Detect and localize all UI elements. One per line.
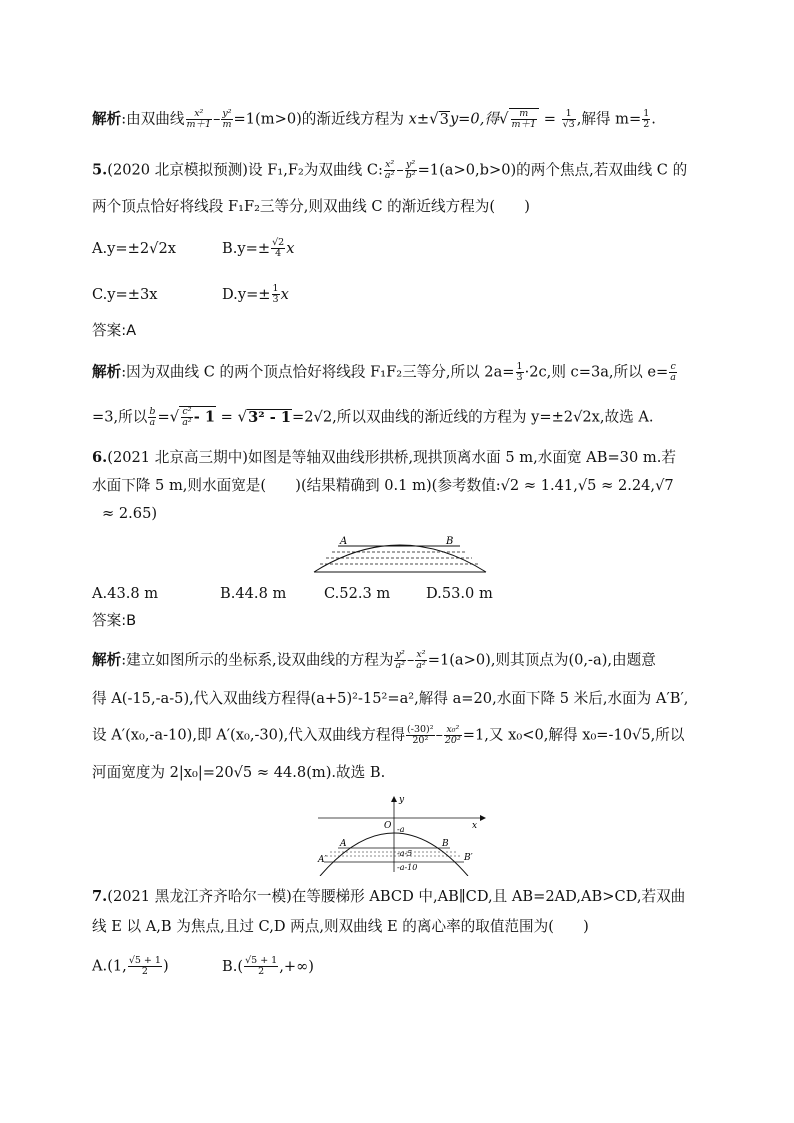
q5-stem-line1: 5.(2020 北京模拟预测)设 F₁,F₂为双曲线 C: $\frac{\text{x²}}{\text{a²}}$ – $\frac{\text{y²}}{\text{b²}}$ =1(a>0,b>0)的两个焦点,若双曲线 C 的 [92, 159, 688, 181]
numerator: x₀² [444, 725, 462, 736]
fraction [186, 109, 213, 130]
radicand [179, 406, 216, 428]
fraction [444, 725, 462, 746]
text: = [216, 408, 238, 426]
numerator: 1 [516, 361, 523, 372]
option-a-prefix: A. [92, 957, 108, 975]
point-a-label: A [340, 536, 348, 547]
question-source: (2021 北京高三期中) [107, 449, 248, 466]
q6-explanation-line2: 得 A(-15,-a-5),代入双曲线方程得(a+5)²-15²=a²,解得 a=20,水面下降 5 米后,水面为 A′B′, [92, 690, 689, 707]
q5-options-row1 [92, 238, 702, 259]
option-d [222, 283, 289, 305]
fraction [669, 362, 677, 383]
q5-options-row2 [92, 284, 702, 305]
q6-answer: 答案:B [92, 612, 137, 629]
numerator: √5 + 1 [245, 955, 278, 966]
paren-close: ) [162, 957, 169, 975]
fraction [405, 160, 417, 181]
denominator: 4 [275, 248, 282, 259]
q4-explanation: 解析:由双曲线 $\frac{\text{x²}}{m+1}$ – $\frac{\text{y²}}{m}$ =1(m>0)的渐近线方程为 x±√3y=0,得√ $\frac{m}{m+1}$ = $\frac{1}{√3}$ ,解得 m= $\frac{1}{2}$ . [92, 108, 656, 130]
denominator: a² [384, 170, 395, 181]
fraction [406, 725, 435, 746]
numerator: b [149, 406, 156, 417]
q7-options [92, 956, 702, 977]
explanation-label: 解析 [92, 110, 122, 128]
text: =1(m>0)的渐近线方程为 [233, 110, 404, 128]
denominator: a [670, 372, 676, 383]
q6-stem-line3: ≈ 2.65) [102, 505, 158, 522]
numerator: m [511, 109, 538, 120]
radicand: 3² - 1 [248, 408, 292, 426]
q6-explanation-line1: 解析:建立如图所示的坐标系,设双曲线的方程为 $\frac{\text{y²}}{\text{a²}}$ – $\frac{\text{x²}}{\text{a²}}$ =1(a>0),则其顶点为(0,-a),由题意 [92, 649, 656, 671]
q7-stem-line2: 线 E 以 A,B 为焦点,且过 C,D 两点,则双曲线 E 的离心率的取值范围为( ) [92, 918, 589, 935]
fraction [148, 407, 156, 428]
fraction [394, 650, 405, 671]
numerator: 1 [272, 283, 279, 294]
q6-stem-line2: 水面下降 5 m,则水面宽是( )(结果精确到 0.1 m)(参考数值:√2 ≈ 1.41,√5 ≈ 2.24,√7 [92, 477, 674, 494]
numerator: c [670, 361, 676, 372]
denominator: 2 [258, 966, 265, 977]
denominator: a² [416, 660, 426, 671]
paren-close: ,+∞) [279, 957, 314, 975]
point-a-prime-label: A′ [318, 855, 327, 865]
denominator: 20² [444, 735, 461, 746]
question-source: (2021 黑龙江齐齐哈尔一模) [107, 888, 292, 905]
radicand-fraction [509, 108, 540, 130]
question-number: 6. [92, 449, 108, 466]
option-b-prefix: B. [222, 957, 238, 975]
text: =3,所以 [92, 408, 148, 426]
text: . [651, 110, 656, 128]
option-b: B.44.8 m [220, 585, 287, 602]
coordinate-figure [310, 792, 490, 876]
text: ·2c,则 c=3a,所以 e= [524, 363, 669, 381]
denominator: 2 [643, 119, 650, 130]
option-a [92, 956, 222, 977]
question-source: (2020 北京模拟预测) [107, 161, 248, 179]
fraction [181, 407, 192, 428]
q6-stem-line1 [92, 448, 702, 468]
text: =1,又 x₀<0,解得 x₀=-10√5,所以 [462, 726, 685, 744]
option-d-suffix: x [280, 285, 289, 303]
paren-open: (1, [107, 957, 127, 975]
text: 如图是等轴双曲线形拱桥,现拱顶离水面 5 m,水面宽 AB=30 m.若 [247, 449, 676, 466]
denominator: a [149, 417, 156, 428]
fraction [271, 238, 285, 259]
option-a: A.43.8 m [92, 585, 159, 602]
text: :由双曲线 [121, 110, 185, 128]
option-c: C.52.3 m [324, 585, 391, 602]
x-axis-label: x [472, 821, 478, 831]
text: =2√2,所以双曲线的渐近线的方程为 y=±2√2x,故选 A. [292, 408, 654, 426]
denominator: a² [182, 417, 192, 428]
numerator: y² [222, 108, 232, 119]
denominator: a² [395, 660, 405, 671]
numerator: √5 + 1 [128, 955, 161, 966]
fraction [272, 284, 280, 305]
numerator: x² [416, 649, 426, 660]
numerator: y² [406, 159, 416, 170]
numerator: 1 [643, 108, 650, 119]
numerator: y² [395, 649, 405, 660]
text: =1(a>0,b>0)的两个焦点,若双曲线 C 的 [417, 161, 688, 179]
option-a: A.y=±2√2x [92, 239, 176, 257]
text: y=0,得 [449, 110, 499, 128]
fraction [511, 109, 538, 130]
point-b-prime-label: B′ [464, 853, 473, 863]
text: 设 A′(x₀,-a-10),即 A′(x₀,-30),代入双曲线方程得 [92, 726, 406, 744]
text: 在等腰梯形 ABCD 中,AB∥CD,且 AB=2AD,AB>CD,若双曲 [291, 888, 686, 905]
numerator: c² [182, 406, 192, 417]
denominator: b² [405, 170, 416, 181]
option-b-suffix: x [286, 239, 295, 257]
fraction [516, 362, 524, 383]
denominator: 2 [141, 966, 148, 977]
fraction [384, 160, 395, 181]
numerator: (-30)² [407, 724, 434, 735]
q5-explanation-line1 [92, 362, 702, 383]
numerator: x² [186, 109, 213, 120]
denominator: 3 [516, 372, 523, 383]
point-b-label: B [446, 536, 454, 547]
origin-label: O [384, 821, 392, 831]
numerator: x² [385, 159, 395, 170]
q6-explanation-line3: 设 A′(x₀,-a-10),即 A′(x₀,-30),代入双曲线方程得 $\frac{\text{(-30)²}}{\text{20²}}$ – $\frac{\text{x₀²}}{\text{20²}}$ =1,又 x₀<0,解得 x₀=-10√5,所以 [92, 724, 685, 746]
q5-answer: 答案:A [92, 322, 137, 339]
point-b-label: B [442, 839, 449, 849]
text: = [157, 408, 170, 426]
text: :因为双曲线 C 的两个顶点恰好将线段 F₁F₂三等分,所以 2a= [121, 363, 515, 381]
denominator: m [222, 119, 232, 130]
numerator: 1 [562, 109, 576, 120]
fraction [128, 956, 162, 977]
explanation-label: 解析 [92, 651, 122, 669]
level-a10-label: -a-10 [397, 863, 418, 872]
fraction [221, 109, 232, 130]
fraction [642, 109, 650, 130]
option-d-prefix: D.y=± [222, 285, 271, 303]
option-c: C.y=±3x [92, 285, 158, 303]
question-number: 5. [92, 161, 108, 179]
q5-stem-line2: 两个顶点恰好将线段 F₁F₂三等分,则双曲线 C 的渐近线方程为( ) [92, 198, 530, 215]
arch-bridge-figure [310, 528, 490, 578]
denominator: √3 [562, 119, 575, 130]
option-b [222, 237, 295, 259]
fraction [415, 650, 426, 671]
text: 设 F₁,F₂为双曲线 C: [247, 161, 383, 179]
vertex-label: -a [397, 825, 405, 834]
denominator: m＋1 [186, 119, 212, 130]
paren-open: ( [237, 957, 244, 975]
point-a-label: A [340, 839, 347, 849]
q6-options [92, 584, 702, 604]
radicand: 3 [439, 110, 449, 128]
denominator: 3 [272, 294, 279, 305]
q7-stem-line1 [92, 887, 702, 907]
text: x± [408, 110, 430, 128]
text: = [543, 110, 556, 128]
option-d: D.53.0 m [426, 585, 493, 602]
text: - 1 [193, 408, 216, 426]
y-axis-label: y [399, 795, 405, 805]
text: :建立如图所示的坐标系,设双曲线的方程为 [121, 651, 394, 669]
text: =1(a>0),则其顶点为(0,-a),由题意 [427, 651, 656, 669]
option-b-prefix: B.y=± [222, 239, 271, 257]
option-b [222, 955, 314, 977]
fraction [244, 956, 278, 977]
denominator: m＋1 [511, 119, 537, 130]
q6-explanation-line4: 河面宽度为 2|x₀|=20√5 ≈ 44.8(m).故选 B. [92, 764, 386, 781]
q5-explanation-line2: =3,所以 $\frac{b}{a}$ =√ $\frac{\text{c²}}{\text{a²}}$ - 1 = √3² - 1=2√2,所以双曲线的渐近线的方程为 y=±2√2x,故选 A. [92, 406, 654, 428]
numerator: √2 [272, 237, 285, 248]
explanation-label: 解析 [92, 363, 122, 381]
text: ,解得 m= [576, 110, 642, 128]
question-number: 7. [92, 888, 108, 905]
level-a5-label: -a-5 [397, 849, 413, 858]
denominator: 20² [412, 735, 429, 746]
fraction [562, 109, 576, 130]
